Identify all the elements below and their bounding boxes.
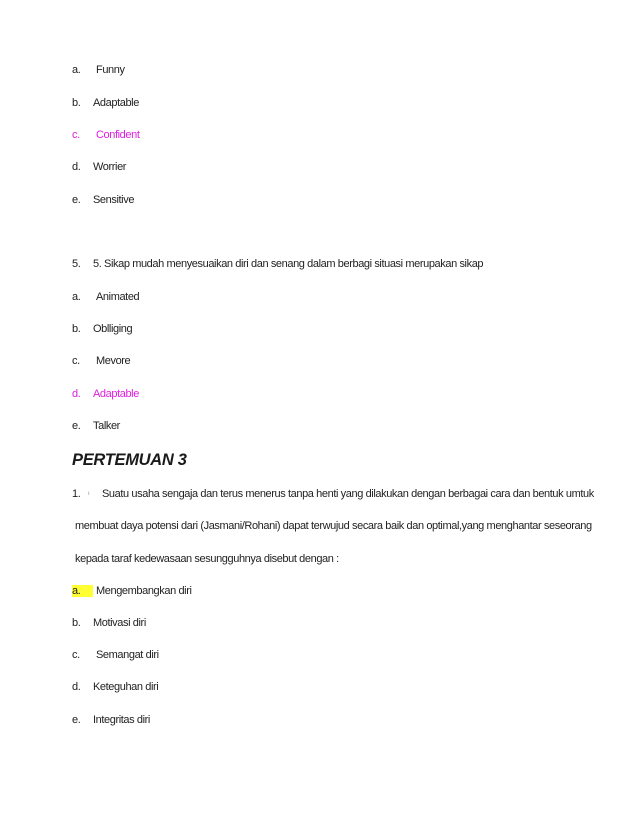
option-label: c. bbox=[72, 649, 80, 661]
option-label: e. bbox=[72, 714, 81, 726]
option-text: Keteguhan diri bbox=[93, 681, 159, 693]
question-1 bbox=[72, 488, 594, 500]
option-label: b. bbox=[72, 97, 81, 109]
q1-option-b bbox=[72, 617, 146, 629]
option-d bbox=[72, 161, 126, 173]
bullet-marker: ı bbox=[88, 491, 90, 498]
option-label: c. bbox=[72, 129, 80, 141]
q5-option-b bbox=[72, 323, 132, 335]
option-text: Worrier bbox=[93, 161, 127, 173]
q1-option-e bbox=[72, 714, 150, 726]
option-label: e. bbox=[72, 194, 81, 206]
option-a bbox=[72, 64, 125, 76]
question-text-line-2: membuat daya potensi dari (Jasmani/Rohani) dapat terwujud secara baik dan optimal,yang menghantar seseorang bbox=[75, 520, 592, 532]
q5-option-c bbox=[72, 355, 130, 367]
option-label: a. bbox=[72, 291, 81, 303]
option-text: Semangat diri bbox=[96, 649, 159, 661]
q1-option-a-correct bbox=[72, 585, 192, 597]
q1-option-d bbox=[72, 681, 158, 693]
q5-option-a bbox=[72, 291, 139, 303]
section-heading: PERTEMUAN 3 bbox=[72, 451, 187, 469]
option-label: c. bbox=[72, 355, 80, 367]
option-label: a. bbox=[72, 64, 81, 76]
option-text: Adaptable bbox=[93, 388, 139, 400]
option-label: d. bbox=[72, 388, 81, 400]
option-c-correct bbox=[72, 129, 140, 141]
option-b bbox=[72, 97, 139, 109]
option-e bbox=[72, 194, 134, 206]
question-number: 5. bbox=[72, 258, 81, 270]
option-label: d. bbox=[72, 161, 81, 173]
q1-option-c bbox=[72, 649, 159, 661]
question-text-line-1: Suatu usaha sengaja dan terus menerus tanpa henti yang dilakukan dengan berbagai cara dan bentuk umtuk bbox=[102, 488, 594, 500]
q5-option-e bbox=[72, 420, 120, 432]
option-text: Adaptable bbox=[93, 97, 139, 109]
option-label: e. bbox=[72, 420, 81, 432]
option-text: Integritas diri bbox=[93, 714, 150, 726]
question-text: 5. Sikap mudah menyesuaikan diri dan senang dalam berbagi situasi merupakan sikap bbox=[93, 258, 484, 270]
option-text: Talker bbox=[93, 420, 120, 432]
q5-option-d-correct bbox=[72, 388, 139, 400]
option-label: b. bbox=[72, 323, 81, 335]
option-text: Sensitive bbox=[93, 194, 135, 206]
option-label: d. bbox=[72, 681, 81, 693]
question-text-line-3: kepada taraf kedewasaan sesungguhnya disebut dengan : bbox=[75, 553, 339, 565]
option-text: Animated bbox=[96, 291, 140, 303]
option-text: Oblliging bbox=[93, 323, 133, 335]
question-number: 1. bbox=[72, 488, 81, 500]
option-label: b. bbox=[72, 617, 81, 629]
option-text: Motivasi diri bbox=[93, 617, 146, 629]
option-text: Confident bbox=[96, 129, 140, 141]
answer-highlight bbox=[72, 585, 93, 597]
option-text: Mengembangkan diri bbox=[96, 585, 192, 597]
question-5 bbox=[72, 258, 483, 270]
option-label: a. bbox=[72, 585, 81, 597]
option-text: Mevore bbox=[96, 355, 131, 367]
option-text: Funny bbox=[96, 64, 125, 76]
